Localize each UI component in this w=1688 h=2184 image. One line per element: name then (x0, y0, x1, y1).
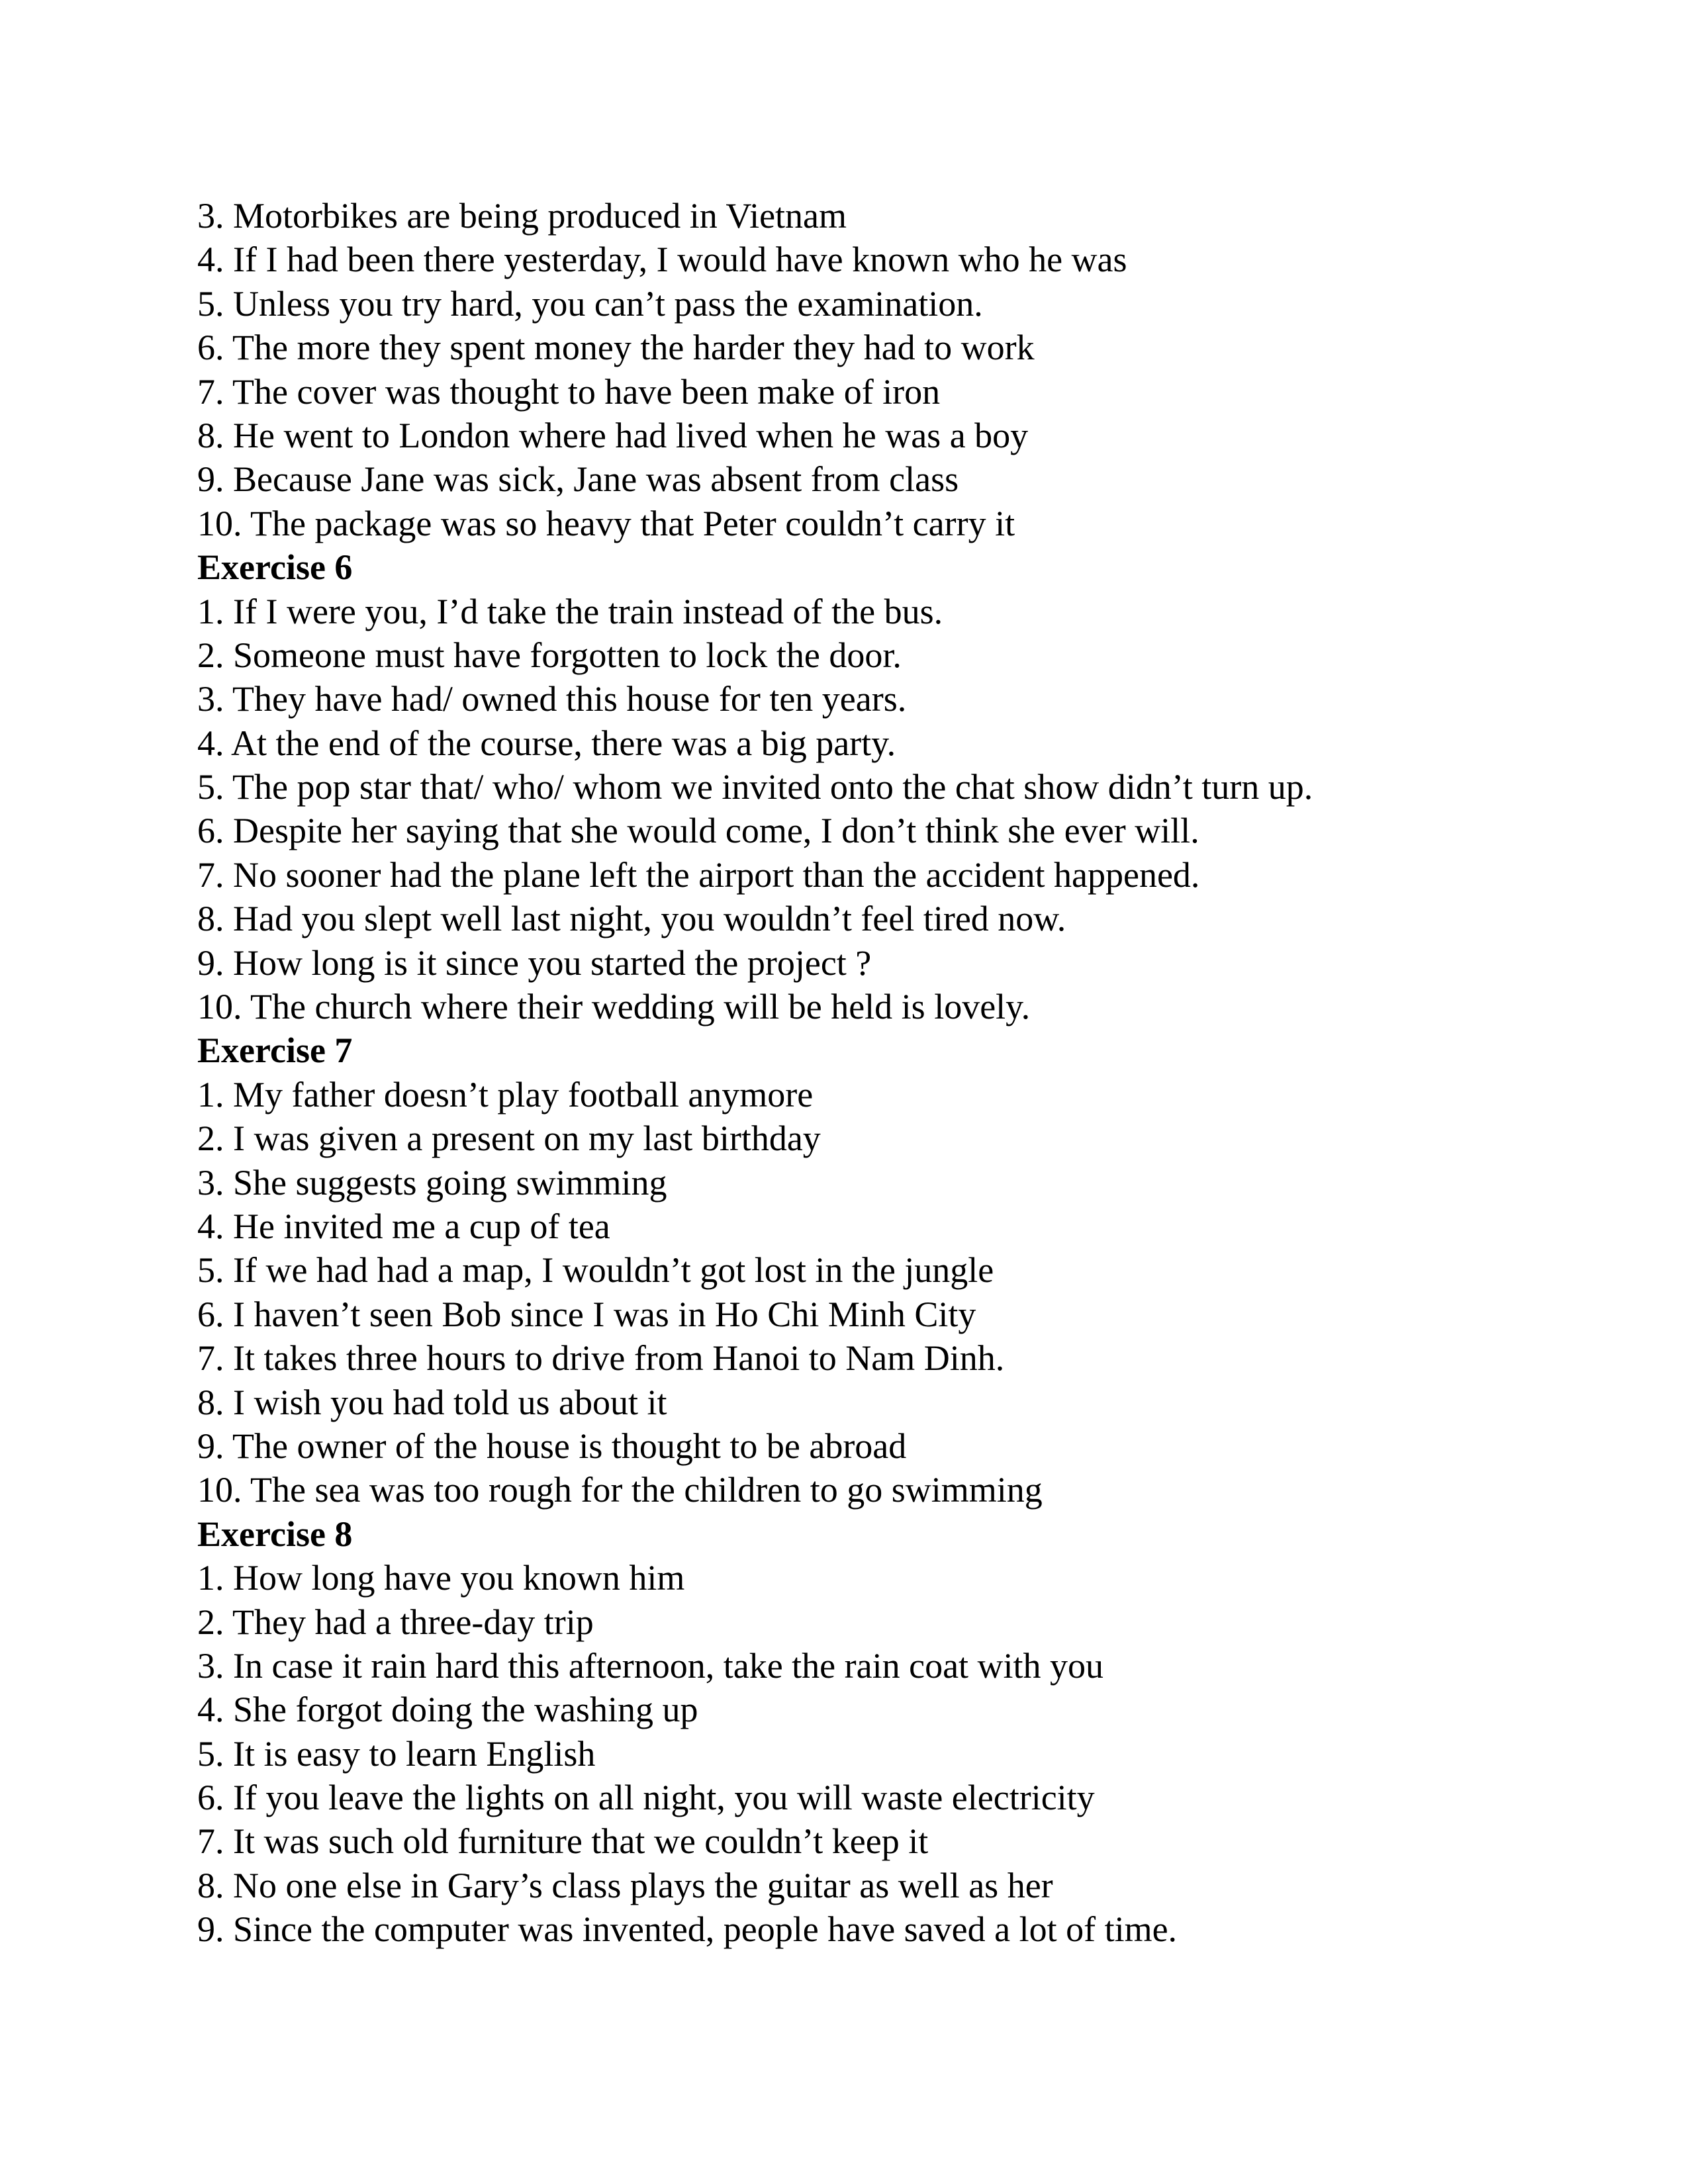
list-item: 4. At the end of the course, there was a big party. (197, 723, 896, 763)
list-item: 8. He went to London where had lived when he was a boy (197, 415, 1029, 455)
exercise-7-section (197, 1028, 1521, 1512)
exercise-7-heading: Exercise 7 (197, 1030, 353, 1071)
exercise-8-heading: Exercise 8 (197, 1514, 353, 1554)
list-item: 9. Because Jane was sick, Jane was absent from class (197, 459, 959, 500)
list-item: 2. I was given a present on my last birthday (197, 1118, 821, 1159)
list-item: 8. Had you slept well last night, you wouldn’t feel tired now. (197, 899, 1066, 939)
exercise-8-section (197, 1512, 1521, 1952)
exercise-6-section (197, 545, 1521, 1028)
list-item: 1. My father doesn’t play football anymore (197, 1074, 814, 1115)
list-item: 7. It takes three hours to drive from Hanoi to Nam Dinh. (197, 1338, 1005, 1379)
list-item: 10. The sea was too rough for the children to go swimming (197, 1470, 1043, 1510)
list-item: 1. If I were you, I’d take the train instead of the bus. (197, 591, 943, 631)
list-item: 3. Motorbikes are being produced in Vietnam (197, 196, 847, 236)
document-body (197, 194, 1521, 1952)
list-item: 9. Since the computer was invented, people have saved a lot of time. (197, 1909, 1178, 1950)
list-item: 7. The cover was thought to have been make of iron (197, 371, 941, 412)
list-item: 4. He invited me a cup of tea (197, 1206, 610, 1246)
list-item: 5. Unless you try hard, you can’t pass the examination. (197, 283, 983, 324)
list-item: 8. I wish you had told us about it (197, 1382, 667, 1422)
list-item: 3. In case it rain hard this afternoon, take the rain coat with you (197, 1645, 1104, 1686)
list-item: 3. They have had/ owned this house for ten years. (197, 679, 907, 719)
list-item: 8. No one else in Gary’s class plays the guitar as well as her (197, 1865, 1053, 1905)
exercise-6-heading: Exercise 6 (197, 547, 353, 588)
list-item: 9. How long is it since you started the project ? (197, 942, 872, 983)
list-item: 4. She forgot doing the washing up (197, 1690, 698, 1730)
list-item: 1. How long have you known him (197, 1558, 685, 1598)
list-item: 2. Someone must have forgotten to lock the door. (197, 635, 902, 675)
list-item: 10. The package was so heavy that Peter couldn’t carry it (197, 503, 1015, 543)
list-item: 9. The owner of the house is thought to be abroad (197, 1426, 907, 1466)
list-item: 4. If I had been there yesterday, I would have known who he was (197, 240, 1127, 280)
list-item: 6. Despite her saying that she would come, I don’t think she ever will. (197, 811, 1199, 851)
list-item: 6. I haven’t seen Bob since I was in Ho Chi Minh City (197, 1294, 976, 1334)
intro-list (197, 194, 1521, 545)
list-item: 5. It is easy to learn English (197, 1733, 596, 1774)
list-item: 5. The pop star that/ who/ whom we invited onto the chat show didn’t turn up. (197, 767, 1313, 807)
list-item: 2. They had a three-day trip (197, 1602, 594, 1642)
list-item: 6. If you leave the lights on all night, you will waste electricity (197, 1778, 1095, 1818)
list-item: 7. It was such old furniture that we couldn’t keep it (197, 1821, 929, 1862)
list-item: 10. The church where their wedding will be held is lovely. (197, 987, 1031, 1027)
list-item: 5. If we had had a map, I wouldn’t got lost in the jungle (197, 1250, 994, 1291)
list-item: 6. The more they spent money the harder they had to work (197, 328, 1035, 368)
list-item: 3. She suggests going swimming (197, 1162, 667, 1203)
list-item: 7. No sooner had the plane left the airport than the accident happened. (197, 854, 1200, 895)
